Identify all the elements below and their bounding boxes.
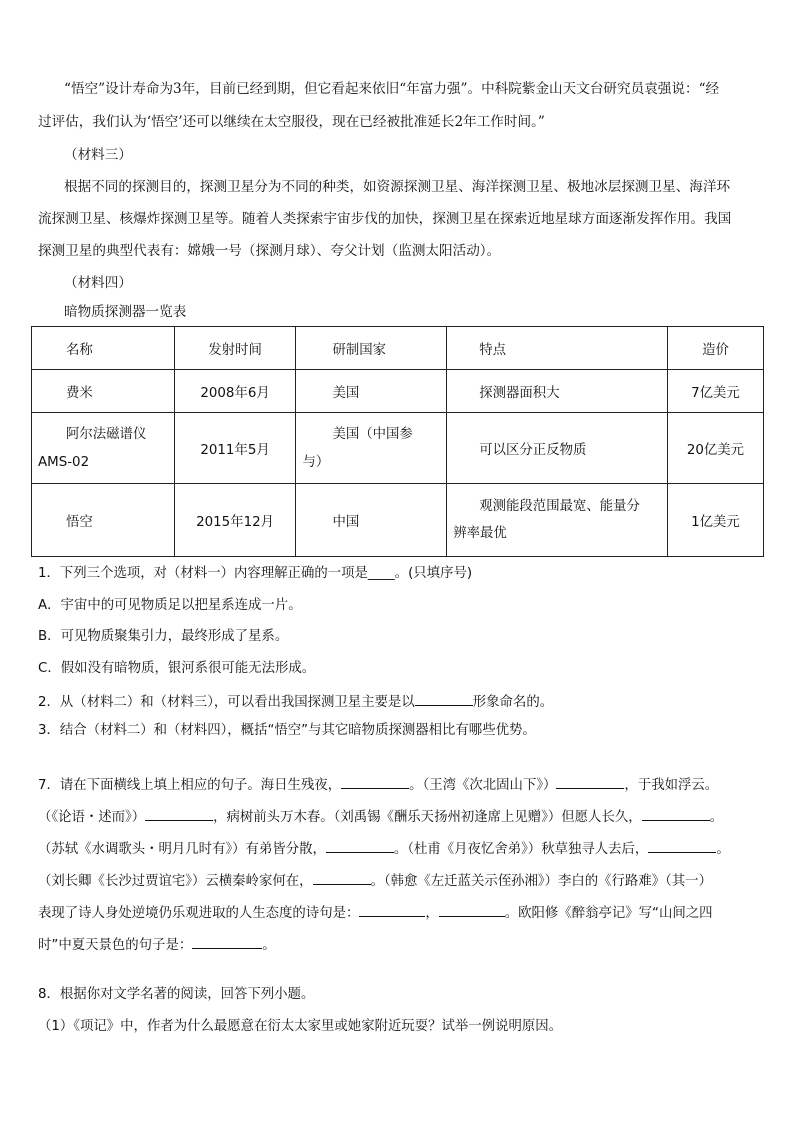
- question-8: 8．根据你对文学名著的阅读，回答下列小题。: [38, 987, 315, 1002]
- question-2-text: 2．从（材料二）和（材料三），可以看出我国探测卫星主要是以: [38, 695, 415, 710]
- q7-text: （刘长卿《长沙过贾谊宅》）云横秦岭家何在，: [38, 874, 313, 889]
- header-cell: 造价: [667, 327, 763, 370]
- answer-blank[interactable]: [192, 934, 262, 949]
- q7-text: 。欧阳修《醉翁亭记》写“山间之四: [504, 906, 713, 921]
- passage-line: 流探测卫星、核爆炸探测卫星等。随着人类探索宇宙步伐的加快，探测卫星在探索近地星球方面逐渐发挥作用。我国: [38, 211, 732, 227]
- question-2-suffix: 形象命名的。: [472, 695, 554, 710]
- q7-text: 时”中夏天景色的句子是：: [38, 938, 193, 953]
- question-7-line: [38, 774, 718, 795]
- cell-country: 美国: [296, 370, 447, 413]
- answer-blank[interactable]: [145, 806, 213, 821]
- passage-line: “悟空”设计寿命为3年，目前已经到期，但它看起来依旧“年富力强”。中科院紫金山天文台研究员袁强说：“经: [64, 81, 720, 97]
- q7-text: 。（杜甫《月夜忆舍弟》）秋草独寻人去后，: [393, 842, 649, 857]
- header-cell: 特点: [447, 327, 668, 370]
- cell-name-line: AMS-02: [38, 455, 90, 470]
- answer-blank[interactable]: [556, 774, 624, 789]
- detector-table: [31, 326, 764, 557]
- table-row: [32, 484, 764, 557]
- cell-name: 费米: [32, 370, 175, 413]
- passage-line: 探测卫星的典型代表有：嫦娥一号（探测月球）、夸父计划（监测太阳活动）。: [38, 243, 501, 259]
- table-caption: 暗物质探测器一览表: [64, 304, 187, 320]
- table-row: [32, 370, 764, 413]
- cell-country-line: 美国（中国参: [332, 427, 413, 442]
- cell-cost: 20亿美元: [667, 413, 763, 484]
- option-a: A．宇宙中的可见物质足以把星系连成一片。: [38, 598, 302, 613]
- cell-country-line: 与）: [302, 455, 330, 470]
- answer-blank[interactable]: [359, 902, 425, 917]
- cell-name: 悟空: [32, 484, 175, 557]
- cell-name-line: 阿尔法磁谱仪: [66, 427, 147, 442]
- question-7-line: [38, 806, 723, 827]
- q7-text: 7．请在下面横线上填上相应的句子。海日生残夜，: [38, 778, 342, 793]
- cell-cost: 7亿美元: [667, 370, 763, 413]
- question-7-line: [38, 838, 730, 859]
- q7-text: 。: [709, 810, 724, 825]
- header-cell: 名称: [32, 327, 175, 370]
- cell-feature-line: 观测能段范围最宽、能量分: [479, 499, 640, 514]
- answer-blank[interactable]: [326, 838, 394, 853]
- q7-text: ，病树前头万木春。（刘禹锡《酬乐天扬州初逢席上见赠》）但愿人长久，: [213, 810, 642, 825]
- answer-blank[interactable]: [439, 902, 505, 917]
- cell-time: 2015年12月: [174, 484, 296, 557]
- table-row: [32, 413, 764, 484]
- question-7-line: [38, 902, 713, 923]
- cell-country: 中国: [296, 484, 447, 557]
- cell-feature-line: 辨率最优: [453, 526, 507, 541]
- question-2: [38, 691, 553, 712]
- q7-text: （苏轼《水调歌头・明月几时有》）有弟皆分散，: [38, 842, 326, 857]
- option-c: C．假如没有暗物质，银河系很可能无法形成。: [38, 661, 316, 676]
- passage-line: 根据不同的探测目的，探测卫星分为不同的种类，如资源探测卫星、海洋探测卫星、极地冰层探测卫星、海洋环: [64, 179, 731, 195]
- header-cell: 发射时间: [174, 327, 296, 370]
- q7-text: ，: [425, 906, 439, 921]
- cell-time: 2008年6月: [174, 370, 296, 413]
- material-label: （材料四）: [64, 275, 132, 291]
- cell-cost: 1亿美元: [667, 484, 763, 557]
- cell-feature: 可以区分正反物质: [447, 413, 668, 484]
- cell-feature: [447, 484, 668, 557]
- question-1: 1．下列三个选项，对（材料一）内容理解正确的一项是____。(只填序号): [38, 566, 473, 581]
- answer-blank[interactable]: [648, 838, 716, 853]
- option-b: B．可见物质聚集引力，最终形成了星系。: [38, 629, 289, 644]
- table-header-row: [32, 327, 764, 370]
- cell-feature: 探测器面积大: [447, 370, 668, 413]
- material-label: （材料三）: [64, 147, 132, 163]
- answer-blank[interactable]: [313, 870, 371, 885]
- question-3: 3．结合（材料二）和（材料四），概括“悟空”与其它暗物质探测器相比有哪些优势。: [38, 723, 536, 738]
- header-cell: 研制国家: [296, 327, 447, 370]
- answer-blank[interactable]: [642, 806, 710, 821]
- q7-text: 。: [262, 938, 276, 953]
- cell-name: [32, 413, 175, 484]
- question-7-line: [38, 870, 712, 891]
- question-8-1: （1）《项记》中，作者为什么最愿意在衍太太家里或她家附近玩耍？试举一例说明原因。: [38, 1019, 563, 1034]
- q7-text: （《论语・述而》）: [38, 810, 146, 825]
- cell-time: 2011年5月: [174, 413, 296, 484]
- cell-country: [296, 413, 447, 484]
- q7-text: 。（韩愈《左迁蓝关示侄孙湘》）李白的《行路难》（其一）: [370, 874, 712, 889]
- answer-blank[interactable]: [341, 774, 409, 789]
- answer-blank[interactable]: [415, 691, 473, 706]
- passage-line: 过评估，我们认为‘悟空’还可以继续在太空服役，现在已经被批准延长2年工作时间。”: [38, 114, 545, 130]
- q7-text: 。（王湾《次北固山下》）: [409, 778, 557, 793]
- q7-text: 表现了诗人身处逆境仍乐观进取的人生态度的诗句是：: [38, 906, 360, 921]
- q7-text: ，于我如浮云。: [624, 778, 719, 793]
- question-7-line: [38, 934, 276, 955]
- q7-text: 。: [716, 842, 730, 857]
